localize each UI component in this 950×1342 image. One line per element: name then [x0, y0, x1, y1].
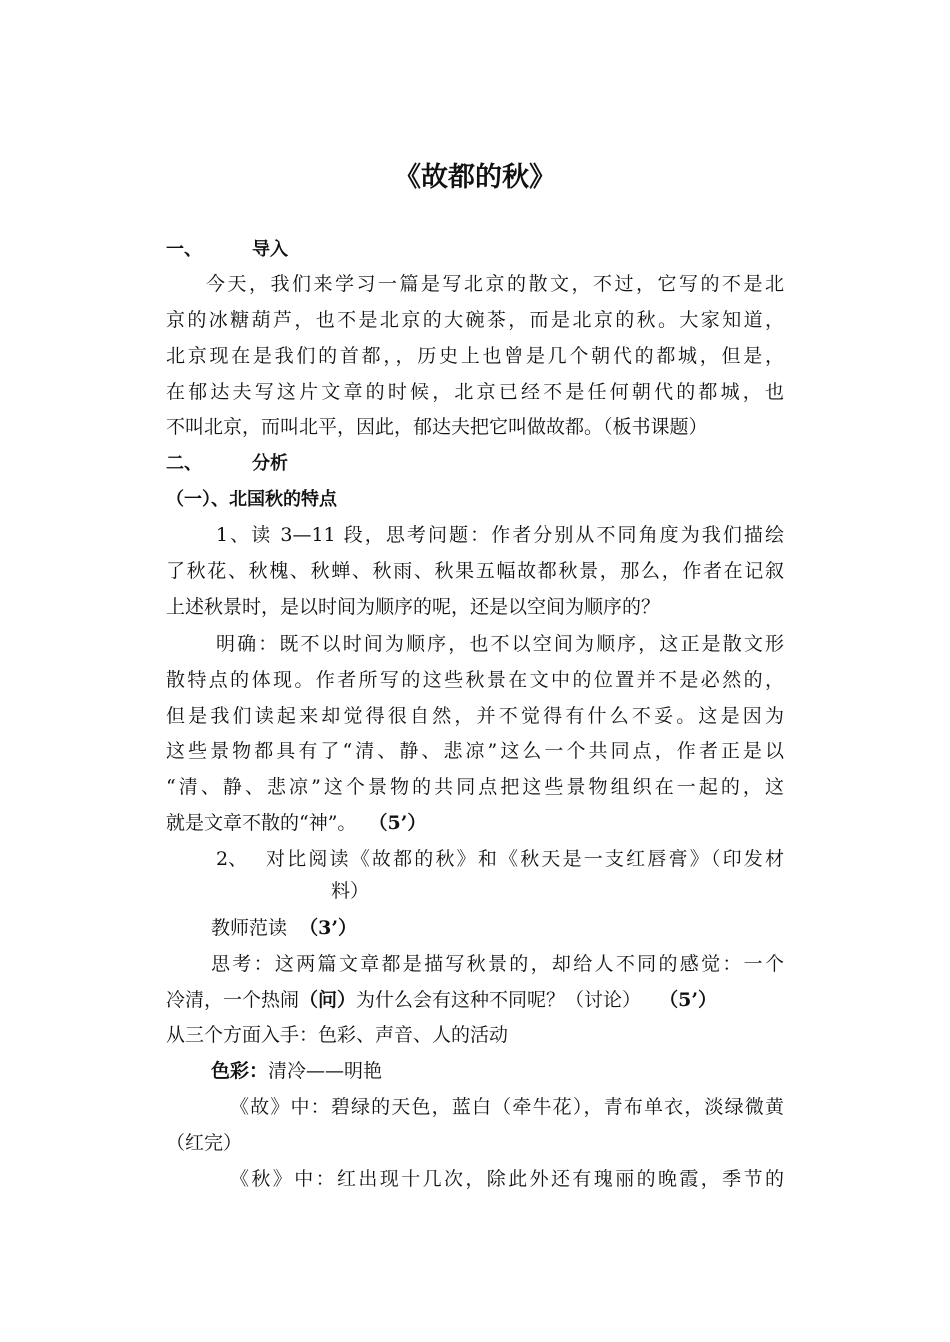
think-line [166, 982, 717, 1018]
color-text: 清冷——明艳 [268, 1060, 383, 1082]
paragraph-line: 今天，我们来学习一篇是写北京的散文，不过，它写的不是北 [206, 273, 784, 295]
think-line: 思考：这两篇文章都是描写秋景的，却给人不同的感觉：一个 [211, 953, 784, 975]
answer-line: 但是我们读起来却觉得很自然，并不觉得有什么不妥。这是因为 [166, 705, 784, 727]
qiu-line: 《秋》中：红出现十几次，除此外还有瑰丽的晚霞，季节的 [230, 1168, 784, 1190]
question-line: 1、读 3—11 段，思考问题：作者分别从不同角度为我们描绘 [216, 524, 784, 546]
teacher-read-line [211, 910, 357, 946]
section-number: 一、 [166, 239, 202, 260]
section-heading-analysis [166, 446, 288, 482]
gu-line: 《故》中：碧绿的天色，蓝白（牵牛花），青布单衣，淡绿微黄 [230, 1096, 784, 1118]
teacher-read-label: 教师范读 [211, 917, 288, 939]
section-heading-intro [166, 232, 288, 268]
section-title: 导入 [252, 239, 288, 260]
time-note: （5’） [659, 989, 718, 1011]
think-text: 冷清，一个热闹 [166, 989, 300, 1011]
aspects-line: 从三个方面入手：色彩、声音、人的活动 [166, 1024, 509, 1046]
document-title: 《故都的秋》 [394, 162, 556, 193]
subsection-heading: （一）、北国秋的特点 [166, 489, 337, 510]
answer-line: 明确：既不以时间为顺序，也不以空间为顺序，这正是散文形 [216, 633, 784, 655]
answer-line: 这些景物都具有了“清、静、悲凉”这么一个共同点，作者正是以 [166, 740, 784, 762]
answer-line: 散特点的体现。作者所写的这些秋景在文中的位置并不是必然的， [166, 669, 784, 691]
section-number: 二、 [166, 453, 202, 474]
section-title: 分析 [252, 453, 288, 474]
paragraph-line: 在郁达夫写这片文章的时候，北京已经不是任何朝代的都城，也 [166, 381, 784, 403]
item-number: 2、 [216, 848, 248, 870]
think-text: 为什么会有这种不同呢？（讨论） [356, 989, 642, 1011]
answer-line: “清、静、悲凉”这个景物的共同点把这些景物组织在一起的，这 [166, 776, 784, 798]
gu-line-continued: （红完） [166, 1132, 243, 1154]
question-line: 上述秋景时，是以时间为顺序的呢，还是以空间为顺序的？ [166, 596, 661, 618]
paragraph-line: 不叫北京，而叫北平，因此，郁达夫把它叫做故都。（板书课题） [166, 416, 708, 438]
time-note: （3’） [299, 917, 357, 939]
color-line [211, 1053, 382, 1089]
question-mark-note: （问） [299, 989, 357, 1011]
answer-text: 就是文章不散的“神”。 [166, 812, 357, 834]
item-text: 对比阅读《故都的秋》和《秋天是一支红唇膏》（印发材 [266, 848, 784, 870]
paragraph-line: 京的冰糖葫芦，也不是北京的大碗茶，而是北京的秋。大家知道， [166, 309, 784, 331]
time-note: （5’） [368, 812, 427, 834]
item-text-continued: 料） [331, 880, 370, 902]
paragraph-line: 北京现在是我们的首都，，历史上也曾是几个朝代的都城，但是， [166, 345, 784, 367]
question-line: 了秋花、秋槐、秋蝉、秋雨、秋果五幅故都秋景，那么，作者在记叙 [166, 560, 784, 582]
answer-line [166, 805, 426, 841]
color-label: 色彩： [211, 1060, 269, 1082]
